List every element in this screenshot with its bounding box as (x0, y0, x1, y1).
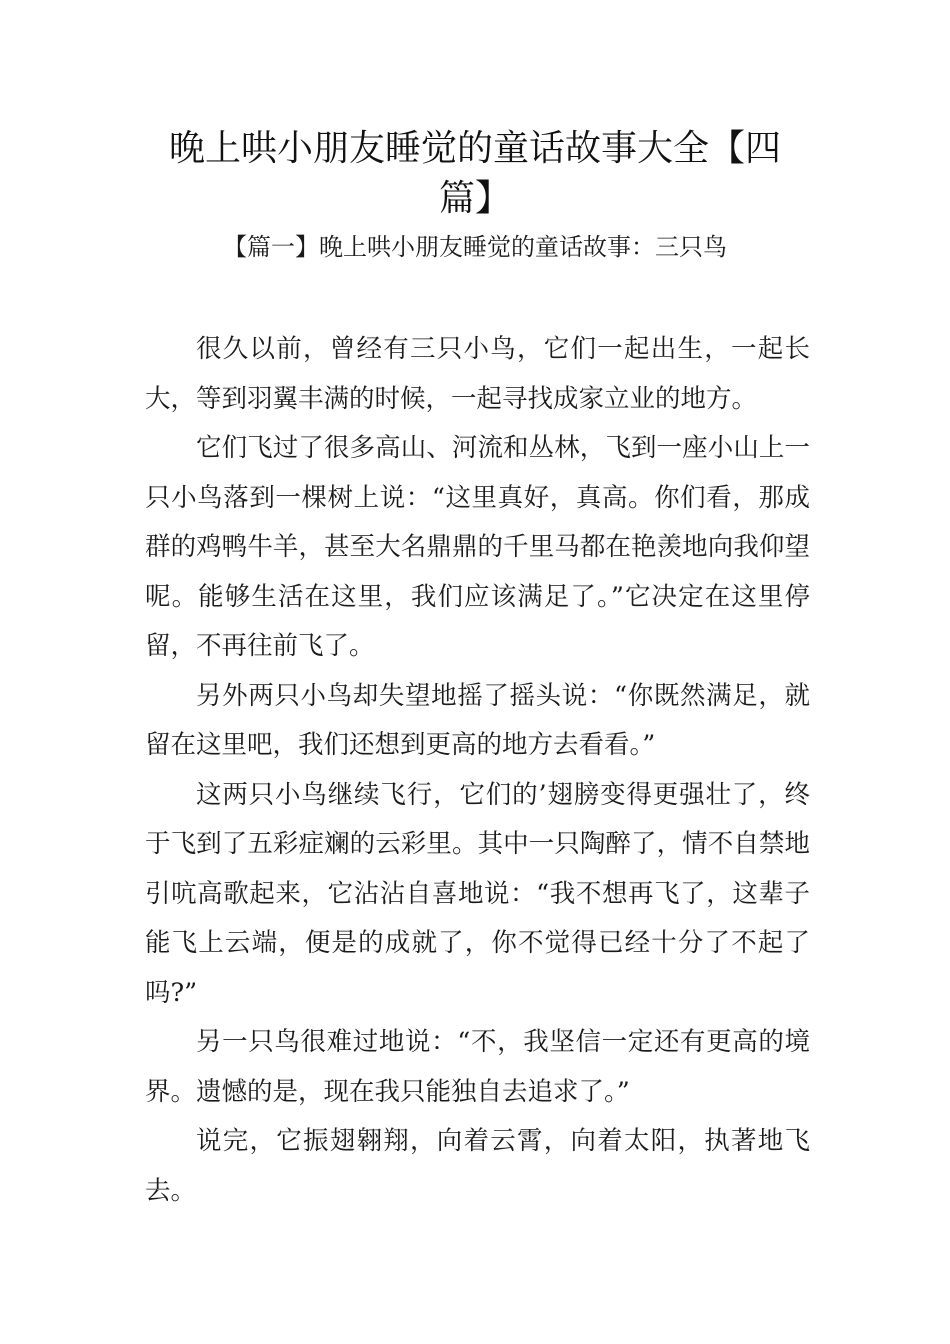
section-heading: 【篇一】晚上哄小朋友睡觉的童话故事：三只鸟 (223, 233, 727, 261)
paragraph: 另外两只小鸟却失望地摇了摇头说：“你既然满足，就留在这里吧，我们还想到更高的地方去看看。” (145, 680, 810, 760)
paragraph: 这两只小鸟继续飞行，它们的’翅膀变得更强壮了，终于飞到了五彩症斓的云彩里。其中一只陶醉了，情不自禁地引吭高歌起来，它沾沾自喜地说：“我不想再飞了，这辈子能飞上云端，便是的成就了，你不觉得已经十分了不起了吗?” (145, 779, 810, 1008)
story-body (145, 325, 810, 1216)
paragraph: 说完，它振翅翱翔，向着云霄，向着太阳，执著地飞去。 (145, 1126, 810, 1206)
paragraph: 它们飞过了很多高山、河流和丛林，飞到一座小山上一只小鸟落到一棵树上说：“这里真好，真高。你们看，那成群的鸡鸭牛羊，甚至大名鼎鼎的千里马都在艳羡地向我仰望呢。能够生活在这里，我们应该满足了。”它决定在这里停留，不再往前飞了。 (145, 433, 810, 661)
document-title: 晚上哄小朋友睡觉的童话故事大全【四篇】 (168, 128, 781, 219)
paragraph: 另一只鸟很难过地说：“不，我坚信一定还有更高的境界。遗憾的是，现在我只能独自去追求了。” (145, 1027, 810, 1107)
paragraph: 很久以前，曾经有三只小鸟，它们一起出生，一起长大，等到羽翼丰满的时候，一起寻找成家立业的地方。 (145, 334, 810, 414)
